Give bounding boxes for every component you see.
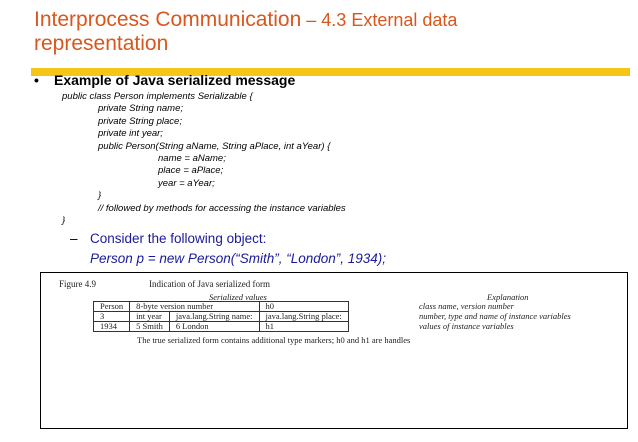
code-line: private String name; [98,103,184,115]
code-line: public class Person implements Serializable { [62,91,253,102]
slide-title [34,8,594,56]
title-main: Interprocess Communication [34,8,302,31]
title-line2: representation [34,32,169,55]
explanation-heading: Explanation [487,292,529,302]
table-row [94,302,349,312]
table-row [94,322,349,332]
sub-bullet [70,229,386,269]
explanation-item: number, type and name of instance variables [419,311,571,321]
code-line: private String place; [98,115,182,127]
figure-caption [59,279,270,289]
figure-image [40,272,628,429]
table-cell: 3 [94,312,130,322]
bullet-item [34,72,295,88]
serialized-table [93,301,349,332]
code-line: // followed by methods for accessing the instance variables [98,202,346,214]
code-block [62,91,346,227]
code-line: } [98,190,102,202]
explanation-list [419,301,571,331]
bullet-icon: • [34,72,39,88]
title-subtitle: – 4.3 External data [301,10,458,30]
dash-icon: – [70,231,78,246]
serialized-values-heading: Serialized values [209,292,267,302]
object-expression: Person p = new Person(“Smith”, “London”, 1934); [90,251,387,266]
figure-caption-text: Indication of Java serialized form [149,279,270,289]
table-cell: 6 London [169,322,259,332]
code-line: } [62,215,66,227]
figure-label: Figure 4.9 [59,279,96,289]
table-cell: Person [94,302,130,312]
table-row [94,312,349,322]
code-line: year = aYear; [158,177,215,189]
figure-footnote: The true serialized form contains additional type markers; h0 and h1 are handles [137,335,411,345]
code-line: private int year; [98,128,163,140]
code-line: public Person(String aName, String aPlace, int aYear) { [98,140,331,152]
table-cell: int year [130,312,170,322]
sub-bullet-text: Consider the following object: [90,231,267,246]
bullet-text: Example of Java serialized message [54,72,296,88]
code-line: name = aName; [158,153,226,165]
table-cell: java.lang.String name: [169,312,259,322]
table-cell: java.lang.String place: [259,312,348,322]
table-cell: 8-byte version number [130,302,259,312]
code-line: place = aPlace; [158,165,224,177]
explanation-item: class name, version number [419,301,514,311]
explanation-item: values of instance variables [419,321,514,331]
table-cell: 1934 [94,322,130,332]
table-cell: 5 Smith [130,322,170,332]
table-cell: h1 [259,322,348,332]
table-cell: h0 [259,302,348,312]
